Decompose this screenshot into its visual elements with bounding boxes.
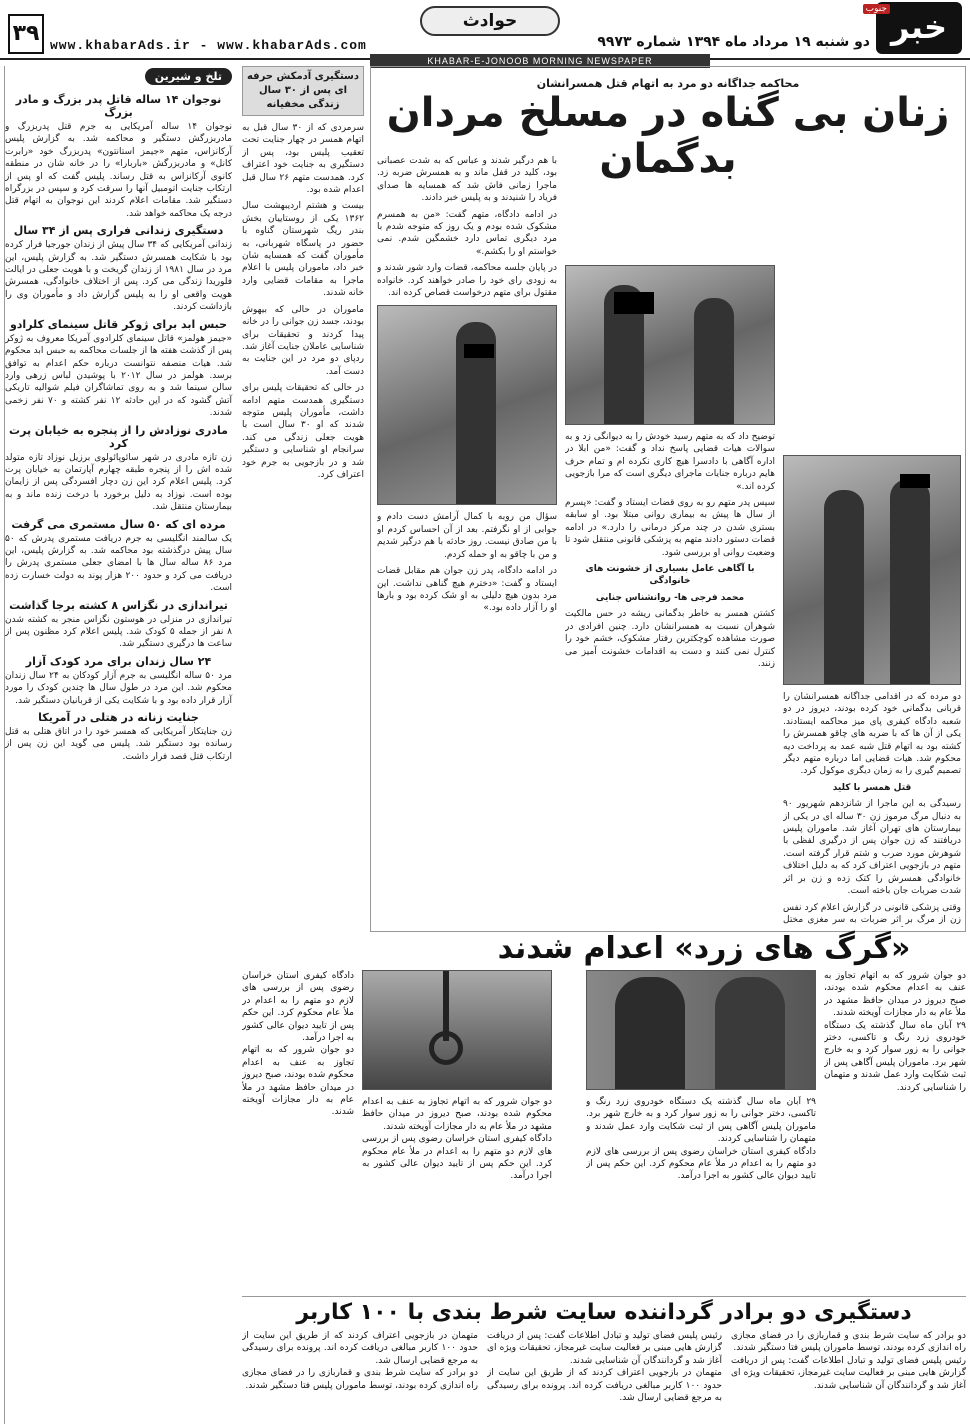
- main-paragraph: وقتی پزشکی قانونی در گزارش اعلام کرد نفس زن از مرگ بر اثر ضربات به سر مغزی مختل: [783, 902, 961, 925]
- main-paragraph: سؤال من روبه با کمال آرامش دست دادم و جوابی از او نگرفتم. بعد از آن احساس کردم او با من صادق نیست. روز حادثه با هم درگیر شدیم و من با چاقو به او حمله کردم.: [377, 512, 557, 560]
- story2-col-1: [824, 970, 966, 1280]
- yellow-wolves-story: [242, 930, 966, 1290]
- dateline: دو شنبه ۱۹ مرداد ماه ۱۳۹۴ شماره ۹۹۷۳: [597, 34, 870, 50]
- masthead-strip: KHABAR-E-JONOOB MORNING NEWSPAPER: [370, 54, 710, 68]
- story3-col-3: [242, 1330, 478, 1422]
- column-tag: تلخ و شیرین: [145, 68, 232, 85]
- left-item-body: زن تازه مادری در شهر سائوپائولوی برزیل نوزاد تازه متولد شده اش را از پنجره طبقه چهارم آپارتمان به خیابان پرت کرد. پلیس اعلام کرد این زن دچار افسردگی پس از زایمان بوده است. نوزاد به دلیل برخورد با درخت زنده ماند و به بیمارستان منتقل شد.: [5, 452, 232, 513]
- left-column: [4, 66, 236, 1424]
- left-item-title: دستگیری زندانی فراری پس از ۳۴ سال: [13, 224, 224, 238]
- main-paragraph: در پایان جلسه محاکمه، قضات وارد شور شدند و به زودی رای خود را صادر خواهند کرد. خانواده مقتول برای متهم درخواست قصاص کرده اند.: [377, 263, 557, 299]
- main-paragraph: قتل همسر با کلید: [832, 782, 912, 793]
- story3-paragraph: دو برادر که سایت شرط بندی و قماربازی را در فضای مجازی راه اندازی کرده بودند، توسط ماموران پلیس فتا دستگیر شدند.: [731, 1331, 966, 1354]
- court-photo-3: [377, 305, 557, 505]
- story3-paragraph: متهمان در بازجویی اعتراف کردند که از طریق این سایت از حدود ۱۰۰ کاربر مبالغی دریافت کرده اند. پرونده برای رسیدگی به مرجع قضایی ارسال شد.: [487, 1368, 722, 1404]
- censor-bar: [464, 344, 494, 358]
- story2-col-4: [362, 1096, 552, 1286]
- left-item-title: تیراندازی در نگزاس ۸ کشته برجا گذاشت: [9, 598, 228, 612]
- main-paragraph: محمد فرجی ها- روانشناس جنایی: [595, 592, 745, 603]
- left-item-body: «جیمز هولمز» قاتل سینمای کلرادوی آمریکا معروف به ژوکر پس از گذشت هفته ها از جلسات محاکمه به حبس ابد محکوم شد. هیات منصفه نتوانست درباره حکم اعدام به توافق برسد. هولمز در سال ۲۰۱۲ با پوشیدن لباس زرهی وارد سالن سینما شد و به روی تماشاگران فیلم شوالیه تاریکی آتش گشود که در این حادثه ۱۲ نفر کشته و ۷۰ نفر زخمی شدند.: [5, 333, 232, 419]
- main-col-2-text: [565, 431, 775, 670]
- middle-headline: دستگیری آدمکش حرفه ای پس از ۳۰ سال زندگی مخفیانه: [242, 66, 364, 116]
- story2-paragraph: دادگاه کیفری استان خراسان رضوی پس از بررسی های لازم دو متهم را به اعدام در ملأ عام محکوم کرد. این حکم پس از تایید دیوان عالی کشور به اجرا درآمد.: [242, 971, 354, 1044]
- left-items: [5, 93, 232, 763]
- logo-text: خبر: [890, 8, 948, 46]
- masthead: [0, 0, 970, 60]
- story2-paragraph: دادگاه کیفری استان خراسان رضوی پس از بررسی های لازم دو متهم را به اعدام در ملأ عام محکوم کرد. این حکم پس از تایید دیوان عالی کشور به اجرا درآمد.: [586, 1146, 816, 1182]
- court-photo-1: [783, 455, 961, 685]
- main-paragraph: در ادامه دادگاه، پدر زن جوان هم مقابل قضات ایستاد و گفت: «دخترم هیچ گناهی نداشت. این مرد بدون هیچ دلیلی به او شک کرده بود و بارها او را آزار داده بود.»: [377, 566, 557, 614]
- middle-paragraph: در حالی که تحقیقات پلیس برای دستگیری همدست متهم ادامه داشت، مأموران پلیس متوجه شدند که او ۳۰ سال است با هویت جعلی زندگی می کند. سرانجام او شناسایی و دستگیر شد و در بازجویی به جرم خود اعتراف کرد.: [242, 383, 364, 480]
- left-item-body: نوجوان ۱۴ ساله آمریکایی به جرم قتل پدربزرگ و مادربزرگش دستگیر و محاکمه شد. به گزارش پلیس آرکانزاس، متهم «جیمز استانتون» پدربزرگ خود «رابرت کانل» و مادربزرگش «باربارا» را در خانه شان در منطقه کانوی آرکانزاس به قتل رساند. پلیس گفت که او پس از ارتکاب جنایت اتومبیل آنها را سرقت کرد و سپس در بزرگراه دستگیر شد. مقامات اعلام کردند این نوجوان به اتهام قتل درجه یک محاکمه خواهد شد.: [5, 122, 232, 219]
- story3-paragraph: متهمان در بازجویی اعتراف کردند که از طریق این سایت از حدود ۱۰۰ کاربر مبالغی دریافت کرده اند. پرونده برای رسیدگی به مرجع قضایی ارسال شد.: [242, 1331, 478, 1366]
- figure-silhouette: [890, 479, 930, 684]
- story3-headline: دستگیری دو برادر گرداننده سایت شرط بندی با ۱۰۰ کاربر: [242, 1296, 966, 1327]
- story3-col-1: [731, 1330, 966, 1422]
- main-paragraph: کشتن همسر به خاطر بدگمانی ریشه در حس مالکیت شوهران نسبت به همسرانشان دارد. چنین افرادی در صورت مشاهده کوچکترین رفتار مشکوک، خشم خود را کنترل نمی کنند و دست به اقدامات خشونت آمیز می زنند.: [565, 609, 775, 669]
- main-paragraph: با هم درگیر شدند و عباس که به شدت عصبانی بود، کلید در قفل ماند و به همسرش ضربه زد. ماجرا زمانی فاش شد که همسایه ها صدای فریاد را شنیدند و به پلیس خبر دادند.: [377, 156, 557, 204]
- story3-col-2: [487, 1330, 722, 1422]
- story2-paragraph: دو جوان شرور که به اتهام تجاوز به عنف به اعدام محکوم شده بودند، صبح دیروز در میدان حافظ مشهد در ملأ عام به دار مجازات آویخته شدند.: [824, 971, 966, 1019]
- story2-paragraph: دو جوان شرور که به اتهام تجاوز به عنف به اعدام محکوم شده بودند، صبح دیروز در میدان حافظ مشهد در ملأ عام به دار مجازات آویخته شدند.: [242, 1045, 354, 1118]
- left-item-title: مادری نوزادش را از پنجره به خیابان پرت کرد: [9, 423, 228, 450]
- court-photo-2: [565, 265, 775, 425]
- main-headline: زنان بی گناه در مسلخ مردان بدگمان: [386, 90, 950, 182]
- figure-silhouette: [824, 490, 864, 684]
- story2-paragraph: دادگاه کیفری استان خراسان رضوی پس از بررسی های لازم دو متهم را به اعدام در ملأ عام محکوم کرد. این حکم پس از تایید دیوان عالی کشور به اجرا درآمد.: [362, 1134, 552, 1182]
- left-item-title: حبس ابد برای ژوکر قاتل سینمای کلرادو: [9, 317, 228, 331]
- left-item-body: تیراندازی در منزلی در هوستون نگزاس منجر به کشته شدن ۸ نفر از جمله ۵ کودک شد. پلیس اعلام کرد مظنون پس از ساعت ها درگیری دستگیر شد.: [5, 614, 232, 650]
- left-item-body: مرد ۵۰ ساله انگلیسی به جرم آزار کودکان به ۲۴ سال زندان محکوم شد. این مرد در طول سال ها چندین کودک را مورد آزار قرار داده بود و با شکایت یکی از قربانیان دستگیر شد.: [5, 670, 232, 706]
- noose: [429, 1031, 463, 1065]
- main-col-3: [377, 155, 557, 927]
- noose-photo: [362, 970, 552, 1090]
- section-title: حوادث: [420, 6, 560, 36]
- censor-bar: [900, 474, 930, 488]
- story2-paragraph: دو جوان شرور که به اتهام تجاوز به عنف به اعدام محکوم شده بودند، صبح دیروز در میدان حافظ مشهد در ملأ عام به دار مجازات آویخته شدند.: [362, 1097, 552, 1132]
- website-url[interactable]: www.khabarAds.ir - www.khabarAds.com: [50, 38, 367, 53]
- middle-paragraph: سرمردی که از ۳۰ سال قبل به اتهام همسر در چهار جنایت تحت تعقیب پلیس بود، پس از دستگیری به جنایت خود اعتراف کرد. همدست متهم ۲۶ سال قبل اعدام شده بود.: [242, 123, 364, 196]
- left-item-title: ۲۴ سال زندان برای مرد کودک آزار: [25, 654, 212, 668]
- left-item-body: زندانی آمریکایی که ۳۴ سال پیش از زندان جورجیا فرار کرده بود با شکایت همسرش دستگیر شد. به گزارش پلیس، این مرد در سال ۱۹۸۱ از زندان گریخت و با هویت جعلی در ایالت فلوریدا زندگی می کرد. پس از اختلاف خانوادگی، همسرش هویت واقعی او را به پلیس گزارش داد و مأموران وی را بازداشت کردند.: [5, 240, 232, 313]
- main-paragraph: سپس پدر متهم رو به روی قضات ایستاد و گفت: «پسرم از سال ها پیش به بیماری روانی مبتلا بود. او سابقه بستری شدن در چند مرکز درمانی را دارد.» در ادامه قضات دستور دادند متهم به پزشکی قانونی منتقل شود تا وضعیت روانی او بررسی شود.: [565, 498, 775, 558]
- story3-paragraph: دو برادر که سایت شرط بندی و قماربازی را در فضای مجازی راه اندازی کرده بودند، توسط ماموران پلیس فتا دستگیر شدند.: [242, 1368, 478, 1391]
- left-item-title: نوجوان ۱۴ ساله قاتل پدر بزرگ و مادر بزرگ: [15, 93, 222, 119]
- story2-paragraph: ۲۹ آبان ماه سال گذشته یک دستگاه خودروی زرد رنگ و تاکسی، دختر جوانی را به زور سوار کرد و به خارج شهر برد. ماموران پلیس آگاهی پس از ثبت شکایت وارد عمل شدند و متهمان را شناسایی کردند.: [586, 1097, 816, 1145]
- suspects-photo: [586, 970, 816, 1090]
- story2-col-3: [242, 970, 354, 1280]
- page-number: ۳۹: [8, 14, 44, 54]
- left-item-body: یک سالمند انگلیسی به جرم دریافت مستمری پدرش که ۵۰ سال پیش درگذشته بود محاکمه شد. به گزارش پلیس، این مرد ۸۶ ساله سال ها با امضای جعلی مستمری پدرش را دریافت می کرد و حدود ۲۰۰ هزار پوند به دولت خسارت زده است.: [5, 533, 232, 594]
- main-col-3-text: [377, 155, 557, 299]
- main-paragraph: در ادامه دادگاه، متهم گفت: «من به همسرم مشکوک شده بودم و یک روز که متوجه شدم با مرد دیگری تماس دارد خشمگین شدم. نمی خواستم او را بکشم.»: [377, 209, 557, 257]
- suspect-portrait: [615, 977, 685, 1089]
- logo-sub: جنوب: [863, 4, 890, 14]
- main-col-2: [565, 155, 775, 927]
- story2-headline: «گرگ های زرد» اعدام شدند: [497, 931, 911, 966]
- figure-silhouette: [694, 298, 734, 424]
- main-kicker: محاکمه جداگانه دو مرد به اتهام قتل همسرانشان: [536, 77, 800, 90]
- betting-site-story: [242, 1296, 966, 1424]
- main-col-1: [783, 155, 961, 927]
- censor-bar: [614, 292, 654, 314]
- left-item-title: جنایت زنانه در هتلی در آمریکا: [38, 711, 199, 725]
- story2-paragraph: ۲۹ آبان ماه سال گذشته یک دستگاه خودروی زرد رنگ و تاکسی، دختر جوانی را به زور سوار کرد و به خارج شهر برد. ماموران پلیس آگاهی پس از ثبت شکایت وارد عمل شدند و متهمان را شناسایی کردند.: [824, 1020, 966, 1093]
- left-item-title: مرده ای که ۵۰ سال مستمری می گرفت: [11, 517, 226, 531]
- main-paragraph: رسیدگی به این ماجرا از شانزدهم شهریور ۹۰ به دنبال مرگ مرموز زن ۳۰ ساله ای در یکی از بیمارستان های تهران آغاز شد. ماموران پلیس دریافتند که زن جوان پس از درگیری لفظی با شوهرش مورد ضرب و شتم قرار گرفته است. متهم در بازجویی اعتراف کرد که به دلیل اختلاف خانوادگی همسرش را کتک زده و زن بر اثر شدت ضربات جان باخته است.: [783, 799, 961, 897]
- main-story: [370, 66, 966, 932]
- middle-paragraphs: [242, 122, 364, 481]
- middle-paragraph: ماموران در حالی که بیهوش بودند، جسد زن جوانی را در خانه پیدا کردند و تحقیقات برای شناسایی عاملان جنایت آغاز شد. ردپای دو مرد در این جنایت به دست آمد.: [242, 304, 364, 377]
- main-col-4-text: [377, 511, 557, 614]
- story3-paragraph: رئیس پلیس فضای تولید و تبادل اطلاعات گفت: پس از دریافت گزارش هایی مبنی بر فعالیت سایت غیرمجاز، تحقیقات ویژه ای آغاز شد و گردانندگان آن شناسایی شدند.: [731, 1355, 966, 1391]
- suspect-portrait: [715, 977, 785, 1089]
- middle-column: [242, 66, 364, 926]
- middle-paragraph: بیست و هشتم اردیبهشت سال ۱۳۶۲ یکی از روستاییان بخش بندر ریگ شهرستان گناوه با حضور در پاسگاه شهربانی، به مأموران گفت که همسایه شان خبر داد، ماموران پلیس با اعلام ماجرا به مقامات قضایی وارد خانه شدند.: [242, 201, 364, 299]
- left-item-body: زن جنایتکار آمریکایی که همسر خود را در اتاق هتلی به قتل رسانده بود دستگیر شد. پلیس می گوید این زن پس از ارتکاب قتل قصد فرار داشت.: [5, 727, 232, 762]
- main-paragraph: توضیح داد که به متهم رسید خودش را به دیوانگی زد و به سوالات هیات قضایی پاسخ نداد و گفت: «من ابلا در اداره آگاهی با دادسرا هیچ کاری نکرده ام و تمام حرف هایم درباره جنایات ماجرای دیگری است که مرا بازجویی کرده اند.»: [565, 432, 775, 492]
- story3-paragraph: رئیس پلیس فضای تولید و تبادل اطلاعات گفت: پس از دریافت گزارش هایی مبنی بر فعالیت سایت غیرمجاز، تحقیقات ویژه ای آغاز شد و گردانندگان آن شناسایی شدند.: [487, 1331, 722, 1366]
- main-col-1-text: [783, 691, 961, 927]
- main-paragraph: با آگاهی عامل بسیاری از خشونت های خانوادگی: [585, 564, 755, 587]
- story2-col-2: [586, 1096, 816, 1286]
- main-columns: [375, 155, 961, 927]
- main-paragraph: دو مرده که در اقدامی جداگانه همسرانشان را قربانی بدگمانی خود کرده بودند، دیروز در دو شعبه دادگاه کیفری پای میز محاکمه ایستادند. یکی از آن ها که با ضربه های چاقو همسرش را کشته بود به اتهام قتل شبه عمد به پرداخت دیه محکوم شد. هیات قضایی اما درباره متهم دیگر تصمیم گیری را به زمان دیگری موکول کرد.: [783, 692, 961, 777]
